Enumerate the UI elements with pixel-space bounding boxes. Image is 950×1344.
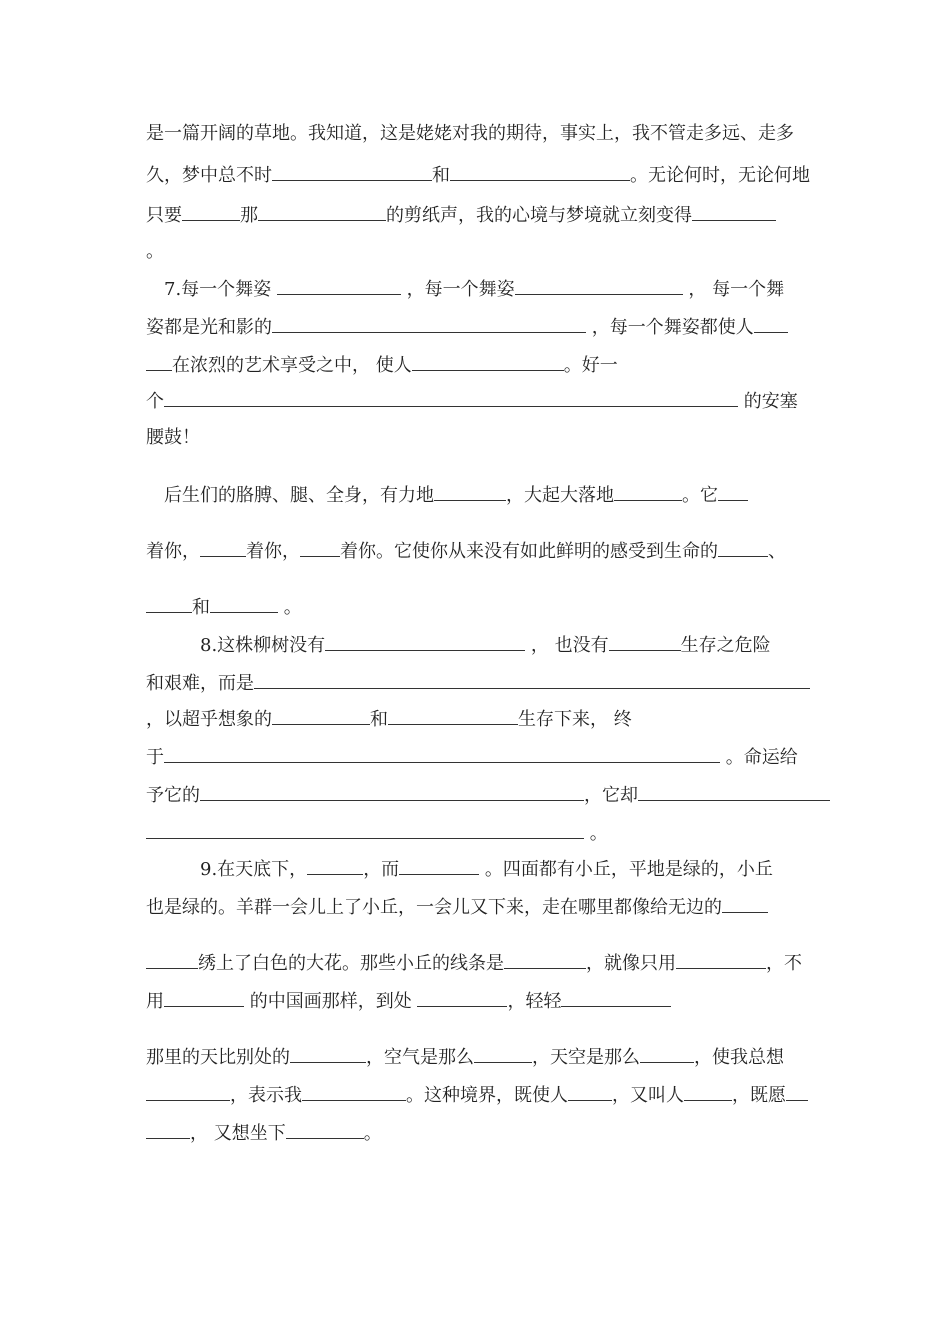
fill-in-blank[interactable]	[638, 782, 830, 801]
fill-in-blank[interactable]	[146, 1082, 230, 1101]
fill-in-blank[interactable]	[388, 706, 518, 725]
line-text: 只要	[146, 205, 182, 226]
text-line	[146, 162, 810, 188]
line-text: 那	[240, 205, 258, 226]
fill-in-blank[interactable]	[146, 594, 192, 613]
fill-in-blank[interactable]	[290, 1044, 366, 1063]
fill-in-blank[interactable]	[200, 538, 246, 557]
line-text: ，天空是那么	[532, 1047, 640, 1068]
text-line	[146, 352, 618, 378]
line-text: 7.每一个舞姿	[146, 279, 277, 300]
text-line	[146, 594, 302, 620]
line-text: ，每一个舞姿	[400, 279, 515, 300]
text-line	[146, 276, 784, 302]
text-line	[146, 426, 200, 450]
line-text: 着你，	[146, 541, 200, 562]
text-line	[146, 706, 632, 732]
line-text: 绣上了白色的大花。那些小丘的线条是	[198, 953, 504, 974]
line-text: ，每一个舞姿都使人	[586, 317, 754, 338]
line-text: ，使我总想	[694, 1047, 784, 1068]
text-line	[146, 1044, 784, 1070]
fill-in-blank[interactable]	[417, 988, 507, 1007]
text-line	[146, 744, 798, 770]
fill-in-blank[interactable]	[718, 538, 768, 557]
line-text: 生存之危险	[680, 635, 771, 656]
line-text: ，表示我	[230, 1085, 302, 1106]
fill-in-blank[interactable]	[258, 202, 386, 221]
text-line	[146, 820, 608, 846]
text-line	[146, 632, 771, 658]
fill-in-blank[interactable]	[272, 706, 370, 725]
fill-in-blank[interactable]	[676, 950, 766, 969]
text-line	[146, 988, 671, 1014]
line-text: 生存下来， 终	[518, 709, 632, 730]
fill-in-blank[interactable]	[146, 352, 172, 371]
line-text: 和	[370, 709, 388, 730]
text-line	[146, 856, 773, 882]
line-text: ， 每一个舞	[682, 279, 785, 300]
line-text: 。四面都有小丘，平地是绿的，小丘	[479, 859, 773, 880]
line-text: 的中国画那样，到处	[244, 991, 418, 1012]
line-text: 的安塞	[738, 391, 798, 412]
text-line	[146, 240, 164, 264]
line-text: ， 又想坐下	[190, 1123, 286, 1144]
line-text: 、	[768, 541, 786, 562]
line-text: ，空气是那么	[366, 1047, 474, 1068]
line-text: 8.这株柳树没有	[146, 635, 326, 656]
text-line	[146, 388, 798, 414]
line-text: 于	[146, 747, 164, 768]
line-text: 。	[584, 823, 608, 844]
line-text: ，以超乎想象的	[146, 709, 272, 730]
line-text: 久，梦中总不时	[146, 165, 272, 186]
fill-in-blank[interactable]	[307, 856, 363, 875]
fill-in-blank[interactable]	[286, 1120, 364, 1139]
line-text: 。好一	[563, 355, 618, 376]
fill-in-blank[interactable]	[754, 314, 788, 333]
line-text: 。它	[682, 485, 718, 506]
line-text: 是一篇开阔的草地。我知道，这是姥姥对我的期待，事实上，我不管走多远、走多	[146, 123, 794, 144]
line-text: ，而	[363, 859, 400, 880]
line-text: ， 也没有	[525, 635, 609, 656]
fill-in-blank[interactable]	[515, 276, 683, 295]
fill-in-blank[interactable]	[718, 482, 748, 501]
fill-in-blank[interactable]	[474, 1044, 532, 1063]
fill-in-blank[interactable]	[146, 820, 584, 839]
fill-in-blank[interactable]	[640, 1044, 694, 1063]
fill-in-blank[interactable]	[504, 950, 586, 969]
line-text: ，既愿	[732, 1085, 786, 1106]
text-line	[146, 202, 776, 228]
fill-in-blank[interactable]	[609, 632, 681, 651]
line-text: 后生们的胳膊、腿、全身，有力地	[146, 485, 434, 506]
fill-in-blank[interactable]	[300, 538, 340, 557]
fill-in-blank[interactable]	[561, 988, 671, 1007]
text-line	[146, 122, 794, 146]
line-text: 个	[146, 391, 164, 412]
fill-in-blank[interactable]	[210, 594, 278, 613]
line-text: 也是绿的。羊群一会儿上了小丘，一会儿又下来，走在哪里都像给无边的	[146, 897, 722, 918]
line-text: 。	[363, 1123, 382, 1144]
fill-in-blank[interactable]	[568, 1082, 612, 1101]
line-text: 姿都是光和影的	[146, 317, 272, 338]
fill-in-blank[interactable]	[146, 1120, 190, 1139]
fill-in-blank[interactable]	[692, 202, 776, 221]
fill-in-blank[interactable]	[434, 482, 506, 501]
line-text: 和	[432, 165, 450, 186]
fill-in-blank[interactable]	[277, 276, 401, 295]
line-text: 的剪纸声，我的心境与梦境就立刻变得	[386, 205, 692, 226]
fill-in-blank[interactable]	[722, 894, 768, 913]
fill-in-blank[interactable]	[614, 482, 682, 501]
line-text: 和艰难，而是	[146, 673, 254, 694]
line-text: 。这种境界，既使人	[406, 1085, 568, 1106]
fill-in-blank[interactable]	[164, 988, 244, 1007]
line-text: 腰鼓！	[146, 427, 200, 448]
fill-in-blank[interactable]	[325, 632, 525, 651]
fill-in-blank[interactable]	[182, 202, 240, 221]
line-text: 着你，	[246, 541, 300, 562]
line-text: 。无论何时，无论何地	[630, 165, 810, 186]
line-text: 。	[146, 241, 164, 262]
line-text: ，不	[766, 953, 802, 974]
text-line	[146, 894, 768, 920]
text-line	[146, 670, 810, 696]
line-text: 着你。它使你从来没有如此鲜明的感受到生命的	[340, 541, 718, 562]
fill-in-blank[interactable]	[164, 388, 738, 407]
fill-in-blank[interactable]	[272, 314, 586, 333]
text-line	[146, 1120, 382, 1146]
line-text: 那里的天比别处的	[146, 1047, 290, 1068]
line-text: 在浓烈的艺术享受之中， 使人	[172, 355, 412, 376]
fill-in-blank[interactable]	[200, 782, 584, 801]
text-line	[146, 1082, 808, 1108]
text-line	[146, 950, 802, 976]
fill-in-blank[interactable]	[302, 1082, 406, 1101]
text-line	[146, 314, 788, 340]
fill-in-blank[interactable]	[399, 856, 479, 875]
line-text: 9.在天底下，	[146, 859, 308, 880]
line-text: ，又叫人	[612, 1085, 684, 1106]
fill-in-blank[interactable]	[450, 162, 630, 181]
fill-in-blank[interactable]	[164, 744, 720, 763]
line-text: ，它却	[584, 785, 638, 806]
fill-in-blank[interactable]	[412, 352, 564, 371]
line-text: 用	[146, 991, 164, 1012]
fill-in-blank[interactable]	[684, 1082, 732, 1101]
fill-in-blank[interactable]	[254, 670, 810, 689]
fill-in-blank[interactable]	[786, 1082, 808, 1101]
line-text: 予它的	[146, 785, 200, 806]
fill-in-blank[interactable]	[272, 162, 432, 181]
text-line	[146, 482, 748, 508]
fill-in-blank[interactable]	[146, 950, 198, 969]
line-text: 。	[278, 597, 302, 618]
text-line	[146, 538, 786, 564]
line-text: ，就像只用	[586, 953, 676, 974]
text-line	[146, 782, 830, 808]
line-text: ，轻轻	[507, 991, 562, 1012]
line-text: ，大起大落地	[506, 485, 614, 506]
line-text: 。命运给	[720, 747, 798, 768]
line-text: 和	[192, 597, 210, 618]
